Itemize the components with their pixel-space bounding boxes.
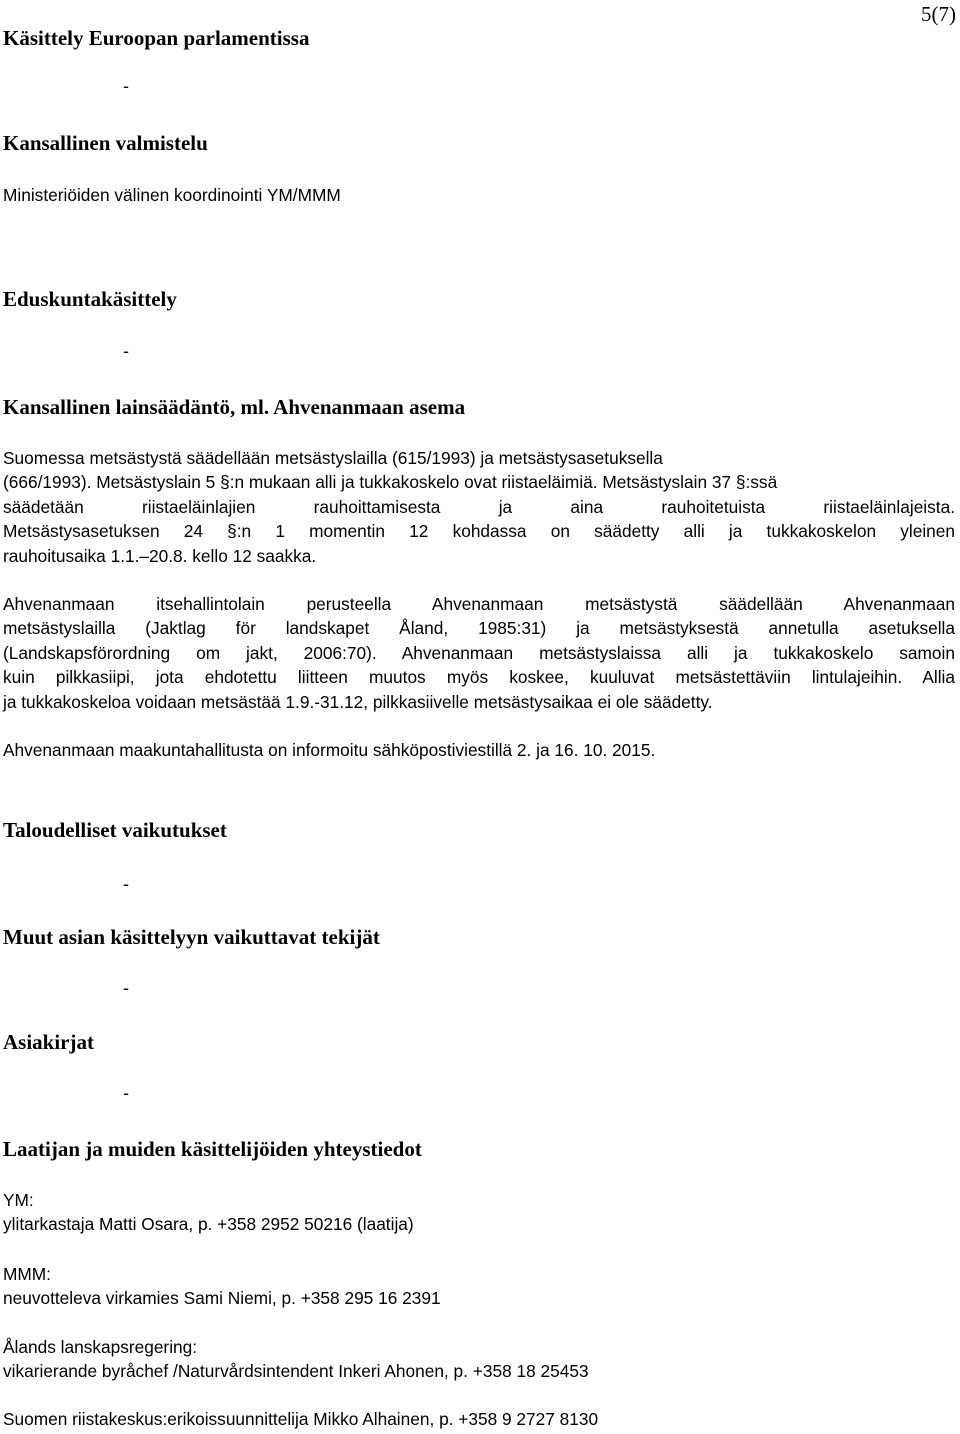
contact-aland-label: Ålands lanskapsregering: [3,1337,198,1357]
contact-mmm-person: neuvotteleva virkamies Sami Niemi, p. +358 295 16 2391 [3,1288,441,1308]
parliament-dash: - [123,341,129,361]
paragraph-line: ja tukkakoskeloa voidaan metsästää 1.9.-31.12, pilkkasiivelle metsästysaikaa ei ole säädetty. [3,691,713,712]
legislation-paragraph-1 [3,446,955,568]
contact-aland-person: vikarierande byråchef /Naturvårdsintendent Inkeri Ahonen, p. +358 18 25453 [3,1361,589,1381]
contact-riistakeskus-person: Suomen riistakeskus:erikoissuunnittelija Mikko Alhainen, p. +358 9 2727 8130 [3,1409,599,1429]
paragraph-line: säädetään riistaeläinlajien rauhoittamisesta ja aina rauhoitetuista riistaeläinlajeista. [3,496,955,517]
paragraph-line: (Landskapsförordning om jakt, 2006:70). Ahvenanmaan metsästyslaissa alli ja tukkakoskelo samoin [3,642,955,663]
national-prep-text: Ministeriöiden välinen koordinointi YM/MMM [3,185,341,205]
paragraph-line: Ahvenanmaan itsehallintolain perusteella Ahvenanmaan metsästystä säädellään Ahvenanmaan [3,594,955,614]
paragraph-line: Suomessa metsästystä säädellään metsästyslailla (615/1993) ja metsästysasetuksella [3,448,663,468]
other-actors-dash: - [123,978,129,998]
section-heading-national-prep: Kansallinen valmistelu [3,131,208,155]
paragraph-line: kuin pilkkasiipi, jota ehdotettu liitteen muutos myös koskee, kuuluvat metsästettäviin lintulajeihin. Allia [3,667,955,688]
paragraph-line: Metsästysasetuksen 24 §:n 1 momentin 12 kohdassa on säädetty alli ja tukkakoskelon yleinen [3,521,955,542]
section-heading-ep: Käsittely Euroopan parlamentissa [3,26,310,50]
section-heading-other-actors: Muut asian käsittelyyn vaikuttavat tekijät [3,925,380,949]
ep-dash: - [123,76,129,96]
section-heading-legislation: Kansallinen lainsäädäntö, ml. Ahvenanmaan asema [3,395,466,419]
legislation-paragraph-2 [3,592,955,714]
financial-dash: - [123,874,129,894]
section-heading-parliament: Eduskuntakäsittely [3,287,177,311]
paragraph-line: rauhoitusaika 1.1.–20.8. kello 12 saakka. [3,545,317,566]
paragraph-line: (666/1993). Metsästyslain 5 §:n mukaan alli ja tukkakoskelo ovat riistaeläimiä. Metsästyslain 37 §:ssä [3,472,778,493]
section-heading-contacts: Laatijan ja muiden käsittelijöiden yhteystiedot [3,1137,422,1161]
documents-dash: - [123,1083,129,1103]
page-number: 5(7) [921,2,956,26]
contact-ym-person: ylitarkastaja Matti Osara, p. +358 2952 50216 (laatija) [3,1214,414,1234]
section-heading-documents: Asiakirjat [3,1030,94,1054]
contact-mmm-label: MMM: [3,1264,51,1284]
legislation-paragraph-3: Ahvenanmaan maakuntahallitusta on informoitu sähköpostiviestillä 2. ja 16. 10. 2015. [3,740,656,760]
section-heading-financial: Taloudelliset vaikutukset [3,818,227,842]
contact-ym-label: YM: [3,1190,34,1210]
paragraph-line: metsästyslailla (Jaktlag för landskapet Åland, 1985:31) ja metsästyksestä annetulla asetuksella [3,618,955,639]
